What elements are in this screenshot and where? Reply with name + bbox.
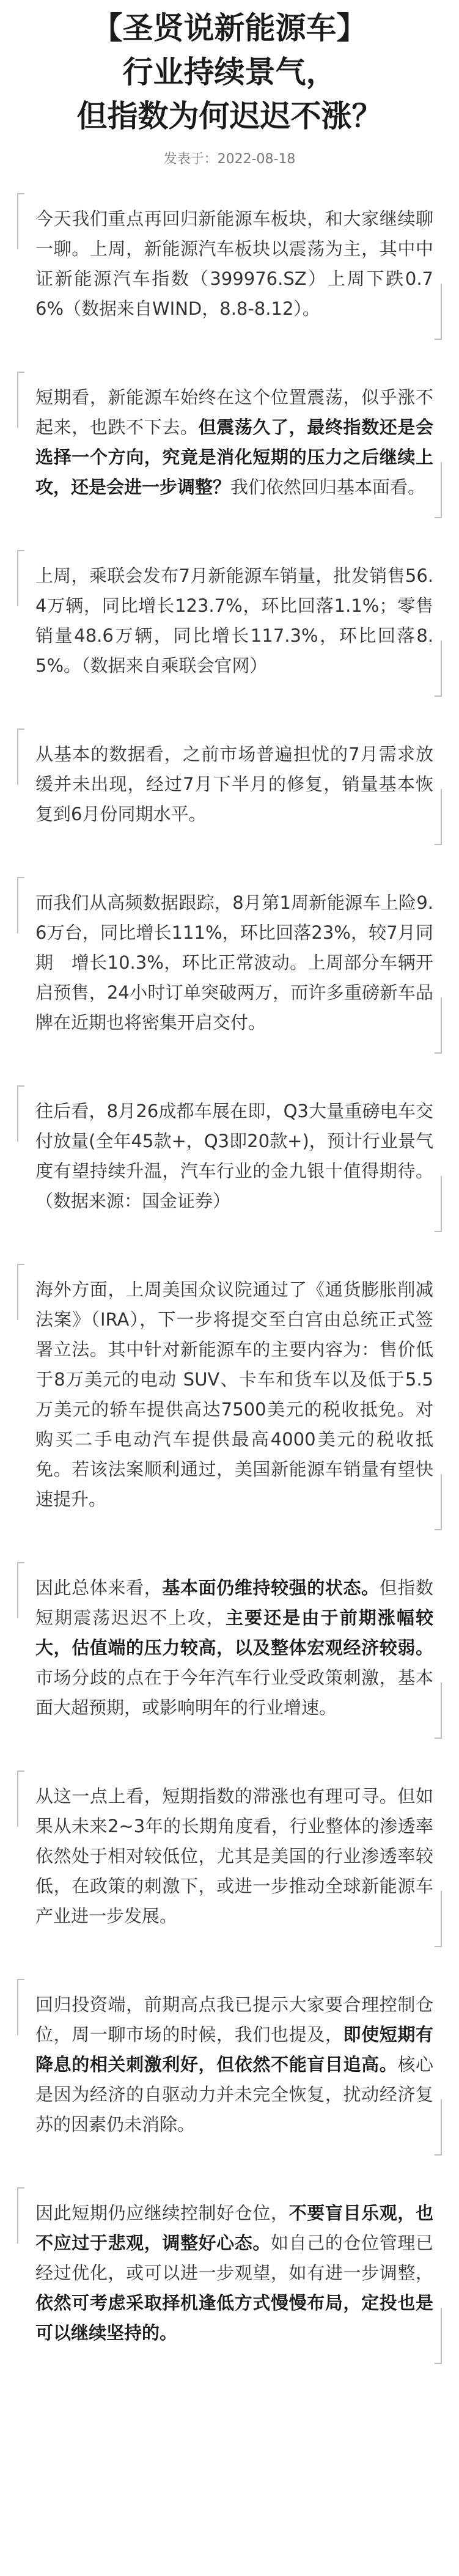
paragraph-text: 从基本的数据看，之前市场普遍担忧的7月需求放缓并未出现，经过7月下半月的修复，销量基本恢复到6月份同期水平。 [35,744,433,824]
paragraph-frame-corner-bottom-right [435,789,442,845]
paragraph-frame-corner-bottom-right [435,2099,442,2156]
paragraph-text: 往后看，8月26成都车展在即，Q3大量重磅电车交付放量(全年45款+，Q3即20款+)，预计行业景气度有望持续升温，汽车行业的金九银十值得期待。（数据来源：国金证券） [35,1101,433,1211]
paragraph-frame-corner-top-left [17,1562,24,1618]
paragraph-frame-corner-bottom-right [435,1474,442,1530]
paragraph-frame-corner-top-left [17,372,24,428]
paragraph-frame-corner-top-left [17,728,24,785]
article-paragraph [17,193,442,340]
paragraph-text: 市场分歧的点在于今年汽车行业受政策刺激，基本面大超预期，或影响明年的行业增速。 [35,1667,433,1718]
paragraph-frame-corner-bottom-right [435,1891,442,1947]
paragraph-bold-text: 主要还是由于前期涨幅较大，估值端的压力较高，以及整体宏观经济较弱。 [35,1607,433,1658]
article-paragraph [17,1771,442,1947]
article-paragraph [17,372,442,518]
article-paragraph [17,1264,442,1530]
paragraph-frame-corner-top-left [17,1264,24,1320]
paragraph-frame-corner-top-left [17,877,24,933]
paragraph-frame-corner-top-left [17,1771,24,1827]
title-line-2: 行业持续景气， [122,54,337,90]
publish-date [17,150,442,169]
paragraph-frame-corner-bottom-right [435,462,442,518]
paragraph-bold-text: 但震荡久了，最终指数还是会选择一个方向，究竟是消化短期的压力之后继续上攻，还是会进一步调整？ [35,417,433,497]
paragraph-frame-corner-bottom-right [435,997,442,1054]
paragraph-frame-corner-top-left [17,2187,24,2244]
article-paragraph [17,1979,442,2156]
paragraph-bold-text: 即使短期有降息的相关刺激利好，但依然不能盲目追高。 [35,2024,433,2075]
article-body [17,193,442,2364]
paragraph-text: 上周，乘联会发布7月新能源车销量，批发销售56.4万辆，同比增长123.7%，环比回落1.1%；零售销量48.6万辆，同比增长117.3%，环比回落8.5%。（数据来自乘联会官网） [35,565,433,676]
paragraph-text: 核心是因为经济的自驱动力并未完全恢复，扰动经济复苏的因素仍未消除。 [35,2054,433,2135]
paragraph-text: 而我们从高频数据跟踪，8月第1周新能源车上险9.6万台，同比增长111%，环比回落23%，较7月同期 增长10.3%，环比正常波动。上周部分车辆开启预售，24小时订单突破两万，而许多重磅新车品牌在近期也将密集开启交付。 [35,892,433,1033]
paragraph-frame-corner-bottom-right [435,284,442,340]
paragraph-text: 但指数短期震荡迟迟不上攻， [35,1577,433,1628]
paragraph-text: 回归投资端，前期高点我已提示大家要合理控制仓位，周一聊市场的时候，我们也提及， [35,1994,433,2045]
paragraph-text: 如自己的仓位管理已经过优化，或可以进一步观望，如有进一步调整， [35,2233,433,2283]
paragraph-text: 因此短期仍应继续控制好仓位， [35,2203,289,2223]
paragraph-text: 因此总体来看， [35,1577,163,1598]
paragraph-frame-corner-top-left [17,1979,24,2035]
paragraph-text: 我们依然回归基本面看。 [230,477,426,497]
paragraph-frame-corner-bottom-right [435,1682,442,1739]
paragraph-frame-corner-bottom-right [435,640,442,697]
paragraph-text: 从这一点上看，短期指数的滞涨也有理可寻。但如果从未来2~3年的长期角度看，行业整体的渗透率依然处于相对较低位，尤其是美国的行业渗透率较低，在政策的刺激下，或进一步推动全球新能源车产业进一步发展。 [35,1786,433,1926]
paragraph-bold-text: 不要盲目乐观，也不应过于悲观，调整好心态。 [35,2203,433,2253]
publish-date-label: 发表于： [163,152,218,167]
article-paragraph [17,1085,442,1232]
article-paragraph [17,728,442,845]
paragraph-frame-corner-top-left [17,550,24,606]
publish-date-value: 2022-08-18 [217,152,296,167]
article-paragraph [17,877,442,1054]
article-title [17,0,442,138]
paragraph-text: 短期看，新能源车始终在这个位置震荡，似乎涨不起来，也跌不下去。 [35,387,433,438]
paragraph-text: 今天我们重点再回归新能源车板块，和大家继续聊一聊。上周，新能源汽车板块以震荡为主，其中中证新能源汽车指数（399976.SZ）上周下跌0.76%（数据来自WIND，8.8-8.12）。 [35,208,433,319]
paragraph-frame-corner-bottom-right [435,2308,442,2364]
title-line-3: 但指数为何迟迟不涨？ [76,98,383,134]
paragraph-frame-corner-top-left [17,193,24,249]
paragraph-bold-text: 依然可考虑采取择机逢低方式慢慢布局，定投也是可以继续坚持的。 [35,2292,433,2343]
article-paragraph [17,2187,442,2364]
article-paragraph [17,550,442,697]
article-paragraph [17,1562,442,1739]
paragraph-frame-corner-top-left [17,1085,24,1142]
paragraph-bold-text: 基本面仍维持较强的状态。 [162,1577,380,1598]
paragraph-text: 海外方面，上周美国众议院通过了《通货膨胀削减法案》（IRA），下一步将提交至白宫由总统正式签署立法。其中针对新能源车的主要内容为：售价低于8万美元的电动 SUV、卡车和货车以及低于5.5万美元的轿车提供高达7500美元的税收抵免。对购买二手电动汽车提供最高4000美元的税收抵免。若该法案顺利通过，美国新能源车销量有望快速提升。 [35,1279,433,1510]
paragraph-frame-corner-bottom-right [435,1176,442,1232]
title-line-1: 【圣贤说新能源车】 [92,10,367,46]
